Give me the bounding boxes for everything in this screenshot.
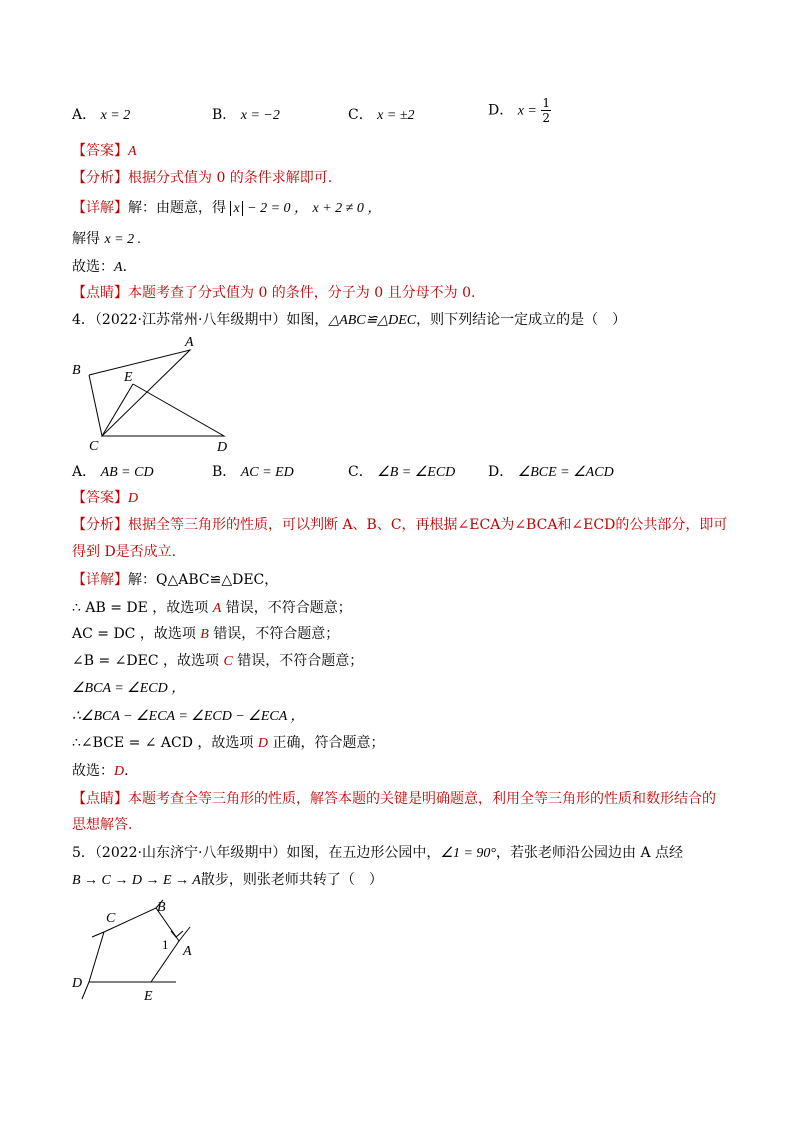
- label-a: A: [185, 335, 194, 350]
- q3-choose: 故选：A.: [72, 259, 128, 275]
- label-b: B: [157, 900, 166, 915]
- q3-comment: 【点睛】本题考查了分式值为 0 的条件，分子为 0 且分母不为 0.: [72, 285, 476, 301]
- triangle-dec: [102, 384, 224, 436]
- q3-answer: 【答案】A: [72, 143, 137, 159]
- q4-option-c: C． ∠B = ∠ECD: [348, 464, 456, 480]
- q3-option-c: C． x = ±2: [348, 107, 415, 123]
- q3-analysis: 【分析】根据分式值为 0 的条件求解即可.: [72, 170, 333, 186]
- ext-line-c: [92, 932, 104, 937]
- q3-options: [72, 96, 672, 126]
- q4-detail-line-5: ∠BCA = ∠ECD ，: [72, 681, 186, 696]
- q4-detail: 【详解】解：Q△ABC≌△DEC，: [72, 572, 279, 588]
- q4-analysis: 【分析】根据全等三角形的性质，可以判断 A、B、C，再根据∠ECA为∠BCA和∠ECD的公共部分，即可: [72, 517, 728, 533]
- q4-choose: 故选：D.: [72, 763, 129, 779]
- q4-options: [72, 461, 692, 483]
- q4-figure: [64, 330, 244, 460]
- label-c: C: [106, 911, 116, 926]
- q3-solution: 解得 x = 2 .: [72, 231, 142, 247]
- q4-comment-cont: 思想解答.: [72, 817, 133, 833]
- q3-detail: 【详解】解：由题意，得 x − 2 = 0 ， x + 2 ≠ 0 ，: [72, 200, 382, 216]
- q3-option-a: A． x = 2: [72, 107, 131, 123]
- triangle-abc: [89, 350, 190, 436]
- label-a: A: [183, 944, 192, 959]
- q5-figure: [64, 895, 204, 1010]
- absolute-value-x: x: [230, 201, 242, 216]
- q4-option-d: D． ∠BCE = ∠ACD: [488, 464, 614, 480]
- q3-option-d: D． x = $\frac{1}{2}$: [488, 96, 550, 125]
- q3-option-b: B． x = −2: [212, 107, 280, 123]
- ext-line-a: [179, 927, 190, 941]
- label-angle-1: 1: [162, 937, 169, 952]
- q5-stem: 5．（2022·山东济宁·八年级期中）如图，在五边形公园中，∠1 = 90°，若张老师沿公园边由 A 点经: [72, 845, 684, 861]
- label-e: E: [144, 989, 153, 1004]
- ext-line-d: [82, 982, 89, 999]
- q4-stem: 4．（2022·江苏常州·八年级期中）如图，△ABC≌△DEC，则下列结论一定成立的是（ ）: [72, 312, 627, 328]
- label-e: E: [124, 370, 133, 385]
- q4-analysis-cont: 得到 D是否成立.: [72, 544, 177, 560]
- q4-option-b: B． AC = ED: [212, 464, 294, 480]
- q4-option-a: A． AB = CD: [72, 464, 154, 480]
- label-d: D: [72, 976, 83, 991]
- label-d: D: [217, 440, 228, 455]
- q4-comment: 【点睛】本题考查全等三角形的性质，解答本题的关键是明确题意，利用全等三角形的性质和数形结合的: [72, 791, 716, 807]
- label-b: B: [72, 363, 81, 378]
- q4-detail-line-6: ∴∠BCA − ∠ECA = ∠ECD − ∠ECA ，: [72, 709, 305, 724]
- fraction-one-half: $\frac{1}{2}$: [542, 96, 550, 125]
- q4-detail-line-2: ∴ AB = DE ，故选项 A 错误，不符合题意；: [72, 600, 352, 616]
- q4-detail-line-3: AC = DC ，故选项 B 错误，不符合题意；: [72, 626, 340, 642]
- label-c: C: [89, 439, 99, 454]
- q4-detail-line-4: ∠B = ∠DEC ，故选项 C 错误，不符合题意；: [72, 653, 364, 669]
- q4-detail-line-7: ∴∠BCE = ∠ ACD ，故选项 D 正确，符合题意；: [72, 735, 385, 751]
- q4-answer: 【答案】D: [72, 490, 139, 506]
- q5-stem-cont: B → C → D → E → A散步，则张老师共转了（ ）: [72, 872, 383, 888]
